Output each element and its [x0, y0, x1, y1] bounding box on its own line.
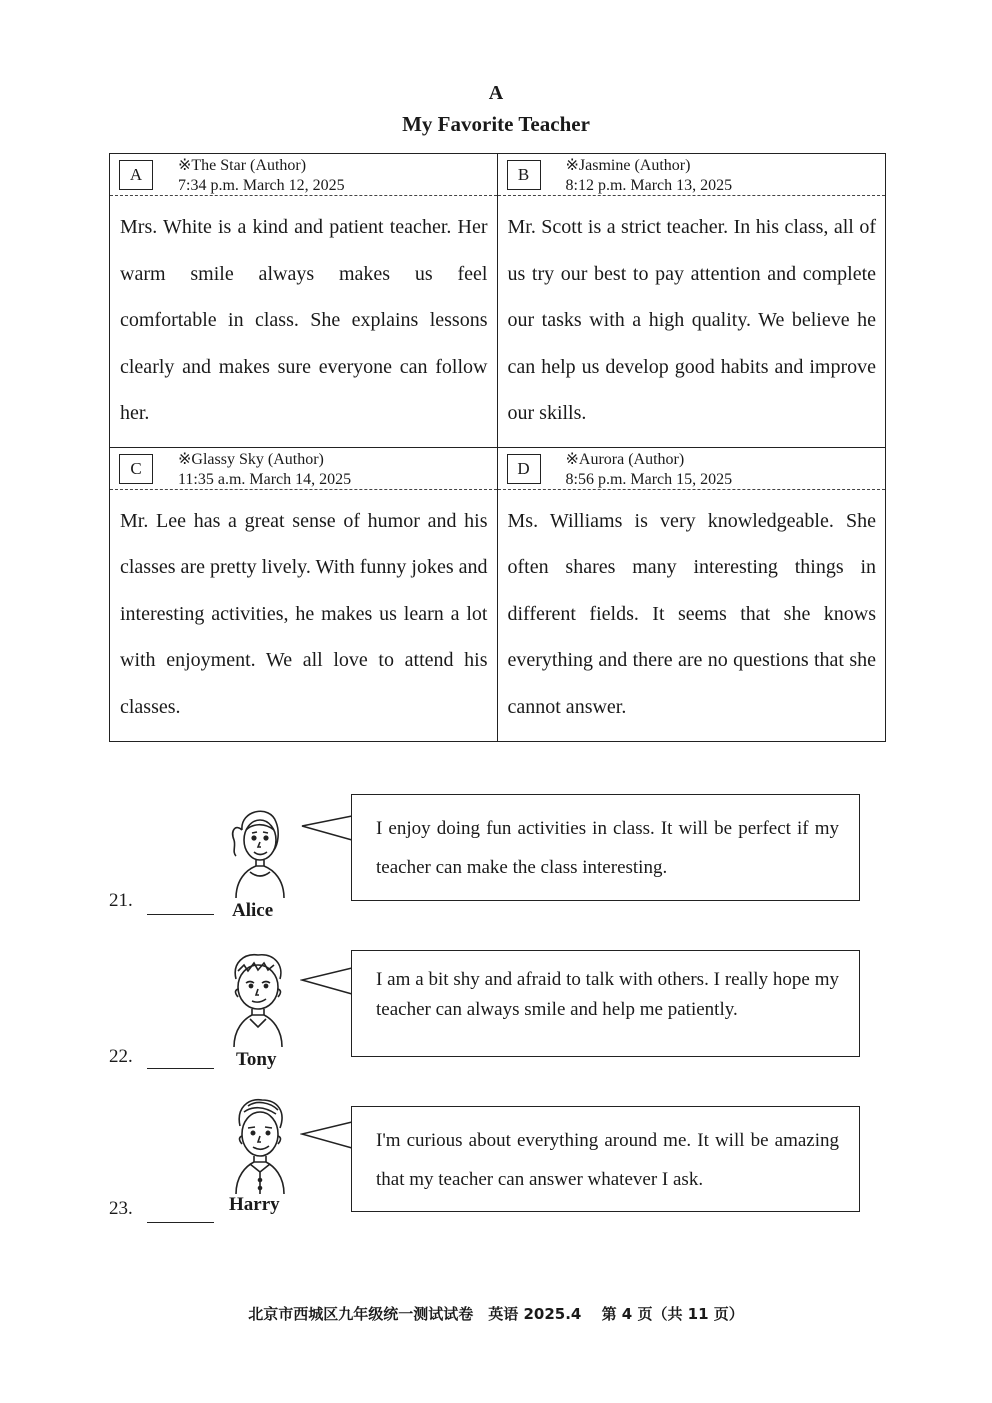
- post-body: Mr. Lee has a great sense of humor and his classes are pretty lively. With funny jokes and interesting activities, he makes us learn a lot with enjoyment. We all love to attend his classes.: [120, 509, 488, 718]
- post-author: ※Aurora (Author): [565, 450, 685, 468]
- speaker-name: Tony: [236, 1049, 277, 1070]
- post-card-c: [110, 448, 498, 742]
- post-time: 8:12 p.m. March 13, 2025: [565, 177, 733, 194]
- post-card-b: [498, 154, 886, 448]
- page-title: My Favorite Teacher: [402, 112, 590, 136]
- post-letter: D: [507, 454, 541, 484]
- post-header: [498, 154, 886, 196]
- post-author: ※Glassy Sky (Author): [178, 450, 324, 468]
- answer-blank[interactable]: [147, 914, 214, 915]
- post-letter: A: [119, 160, 153, 190]
- post-header: [498, 448, 886, 490]
- question-22: [0, 935, 992, 1085]
- speech-bubble: I enjoy doing fun activities in class. It will be perfect if my teacher can make the class interesting.: [351, 794, 860, 901]
- speech-bubble: I'm curious about everything around me. It will be amazing that my teacher can answer whatever I ask.: [351, 1106, 860, 1212]
- speaker-name: Harry: [229, 1194, 280, 1215]
- post-letter: B: [507, 160, 541, 190]
- question-23: [0, 1086, 992, 1236]
- section-letter: A: [488, 82, 504, 104]
- question-number: 21.: [109, 890, 133, 911]
- posts-grid: [109, 153, 886, 742]
- boy-avatar-icon: [226, 1096, 294, 1201]
- speech-pointer-icon: [300, 1116, 354, 1161]
- boy-avatar-icon: [224, 949, 292, 1054]
- answer-blank[interactable]: [147, 1068, 214, 1069]
- post-time: 11:35 a.m. March 14, 2025: [178, 470, 352, 488]
- speech-bubble: I am a bit shy and afraid to talk with others. I really hope my teacher can always smile and help me patiently.: [351, 950, 860, 1057]
- post-card-d: [498, 448, 886, 742]
- girl-avatar-icon: [222, 800, 294, 905]
- post-header: [110, 448, 497, 490]
- answer-blank[interactable]: [147, 1222, 214, 1223]
- post-letter: C: [119, 454, 153, 484]
- post-author: ※The Star (Author): [178, 157, 307, 174]
- speaker-name: Alice: [232, 900, 274, 921]
- post-body: Ms. Williams is very knowledgeable. She often shares many interesting things in different fields. It seems that she knows everything and there are no questions that she cannot answer.: [507, 509, 876, 718]
- question-number: 23.: [109, 1198, 133, 1219]
- question-number: 22.: [109, 1046, 133, 1067]
- post-card-a: [110, 154, 498, 448]
- post-time: 7:34 p.m. March 12, 2025: [178, 177, 345, 194]
- post-body: Mr. Scott is a strict teacher. In his class, all of us try our best to pay attention and complete our tasks with a high quality. We believe he can help us develop good habits and improve our skills.: [507, 216, 876, 424]
- page-footer: 北京市西城区九年级统一测试试卷 英语 2025.4 第 4 页（共 11 页）: [248, 1305, 744, 1323]
- post-body: Mrs. White is a kind and patient teacher. Her warm smile always makes us feel comfortable in class. She explains lessons clearly and makes sure everyone can follow her.: [120, 216, 488, 424]
- speech-pointer-icon: [300, 962, 354, 1007]
- post-author: ※Jasmine (Author): [565, 157, 691, 174]
- post-header: [110, 154, 497, 196]
- question-21: [0, 780, 992, 930]
- speech-pointer-icon: [300, 808, 354, 853]
- post-time: 8:56 p.m. March 15, 2025: [565, 470, 733, 488]
